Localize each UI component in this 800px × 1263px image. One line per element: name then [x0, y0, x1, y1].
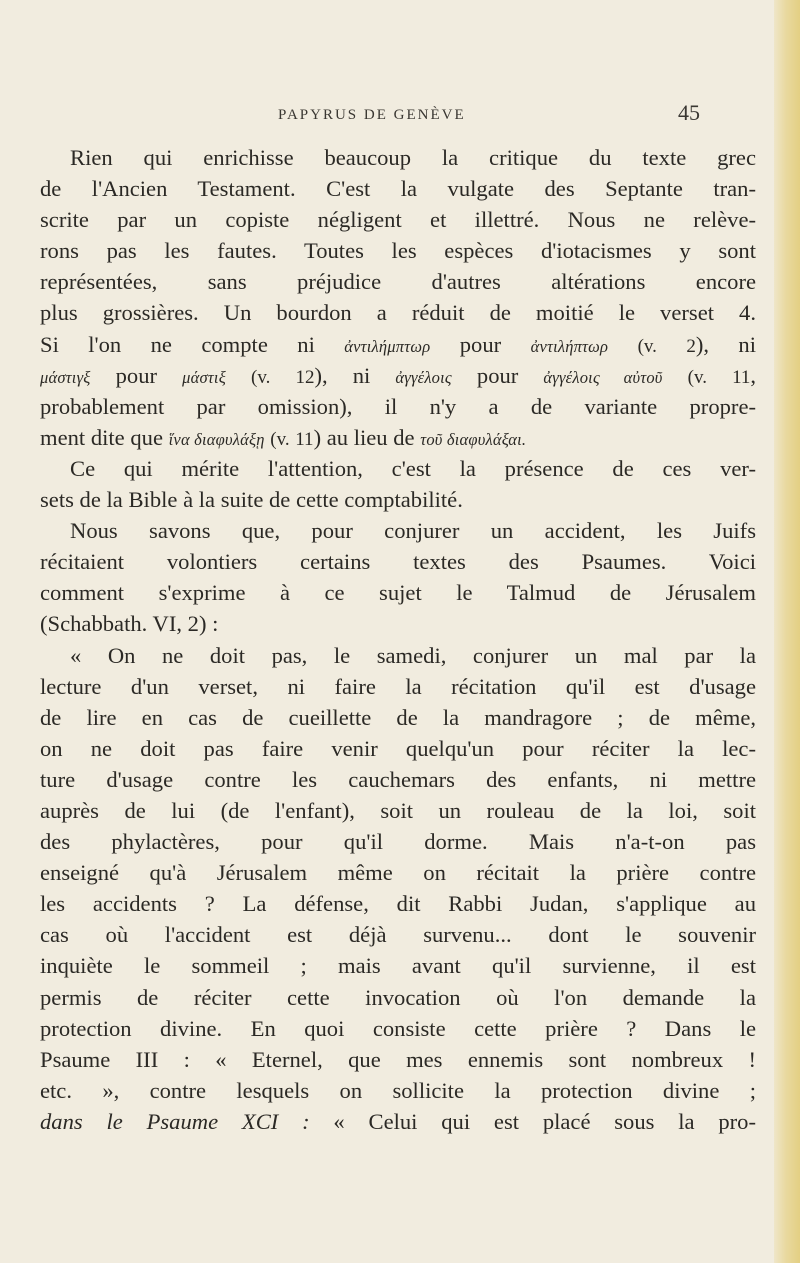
verse-number: 12: [295, 366, 315, 388]
text-line: Nous savons que, pour conjurer un accident, les Juifs: [70, 518, 756, 544]
verse-number: 11: [732, 366, 751, 388]
text-line: représentées, sans préjudice d'autres altérations encore: [40, 269, 756, 295]
text-segment: (v.: [251, 366, 271, 388]
greek-word: ἀντιλήπτωρ: [530, 336, 609, 356]
verse-number: 2: [686, 335, 696, 357]
text-line: cas où l'accident est déjà survenu... dont le souvenir: [40, 922, 756, 948]
greek-word: ἀγγέλοις αὐτοῦ: [543, 367, 663, 387]
text-line: [40, 360, 756, 391]
running-header: [40, 100, 720, 134]
text-line: Psaume III : « Eternel, que mes ennemis sont nombreux !: [40, 1046, 756, 1072]
text-segment: pour: [476, 362, 519, 388]
text-segment: pour: [459, 331, 502, 357]
text-line: Ce qui mérite l'attention, c'est la présence de ces ver-: [70, 455, 756, 481]
text-line: on ne doit pas faire venir quelqu'un pour réciter la lec-: [40, 735, 756, 761]
text-line: [40, 329, 756, 360]
text-line: etc. », contre lesquels on sollicite la protection divine ;: [40, 1077, 756, 1103]
text-line: permis de réciter cette invocation où l'on demande la: [40, 984, 756, 1010]
body-text: [40, 142, 756, 1137]
text-line: plus grossières. Un bourdon a réduit de moitié le verset 4.: [40, 300, 756, 326]
text-line: scrite par un copiste négligent et illettré. Nous ne relève-: [40, 207, 756, 233]
text-segment: ) au lieu de: [313, 424, 415, 450]
text-line: [40, 422, 756, 453]
text-line: [40, 1106, 756, 1137]
text-line: sets de la Bible à la suite de cette comptabilité.: [40, 487, 463, 513]
page-edge: [774, 0, 800, 1263]
greek-word: τοῦ διαφυλάξαι.: [420, 429, 527, 449]
text-line: (Schabbath. VI, 2) :: [40, 611, 219, 637]
text-segment: (v.: [270, 428, 290, 450]
text-segment: Si l'on ne compte ni: [40, 331, 315, 357]
running-title: PAPYRUS DE GENÈVE: [278, 107, 466, 123]
text-segment: ment dite que: [40, 424, 163, 450]
text-segment: pour: [115, 362, 158, 388]
text-line: « On ne doit pas, le samedi, conjurer un mal par la: [70, 642, 756, 668]
greek-word: ἵνα διαφυλάξῃ: [168, 429, 265, 449]
text-line: inquiète le sommeil ; mais avant qu'il survienne, il est: [40, 953, 756, 979]
greek-word: μάστιξ: [182, 367, 226, 387]
page-number: 45: [678, 100, 700, 125]
text-line: Rien qui enrichisse beaucoup la critique du texte grec: [70, 145, 756, 170]
text-line: ture d'usage contre les cauchemars des enfants, ni mettre: [40, 766, 756, 792]
text-segment: « Celui qui est placé sous la pro-: [333, 1108, 756, 1134]
text-line: les accidents ? La défense, dit Rabbi Judan, s'applique au: [40, 891, 756, 917]
text-line: récitaient volontiers certains textes des Psaumes. Voici: [40, 549, 756, 575]
italic-reference: dans le Psaume XCI :: [40, 1108, 310, 1134]
greek-word: ἀντιλήμπτωρ: [344, 336, 431, 356]
text-line: de l'Ancien Testament. C'est la vulgate des Septante tran-: [40, 176, 756, 202]
text-line: auprès de lui (de l'enfant), soit un rouleau de la loi, soit: [40, 797, 756, 823]
text-line: enseigné qu'à Jérusalem même on récitait la prière contre: [40, 860, 756, 886]
greek-word: μάστιγξ: [40, 367, 91, 387]
text-line: lecture d'un verset, ni faire la récitation qu'il est d'usage: [40, 673, 756, 699]
text-segment: (v.: [637, 335, 657, 357]
text-segment: (v.: [687, 366, 707, 388]
text-segment: ), ni: [695, 331, 756, 357]
text-line: probablement par omission), il n'y a de variante propre-: [40, 393, 756, 419]
text-line: de lire en cas de cueillette de la mandragore ; de même,: [40, 704, 756, 730]
text-line: rons pas les fautes. Toutes les espèces d'iotacismes y sont: [40, 238, 756, 264]
text-segment: ,: [750, 362, 757, 388]
text-line: des phylactères, pour qu'il dorme. Mais n'a-t-on pas: [40, 829, 756, 855]
text-line: comment s'exprime à ce sujet le Talmud de Jérusalem: [40, 580, 756, 606]
text-line: protection divine. En quoi consiste cette prière ? Dans le: [40, 1015, 756, 1041]
text-segment: ), ni: [314, 362, 371, 388]
greek-word: ἀγγέλοις: [395, 367, 452, 387]
verse-number: 11: [295, 428, 314, 450]
